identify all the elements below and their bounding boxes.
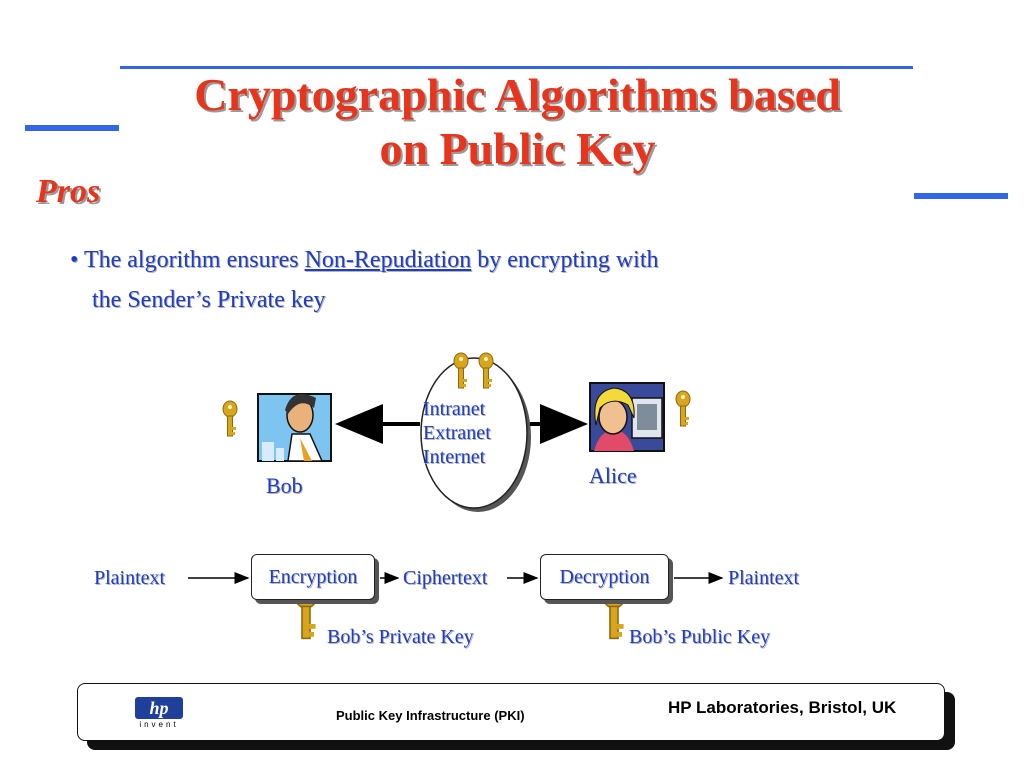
private-key-label: Bob’s Private Key [327, 626, 474, 648]
decryption-box [540, 554, 669, 600]
ciphertext-label: Ciphertext [403, 567, 488, 589]
extranet-label: Extranet [423, 422, 491, 444]
hp-logo-tagline: invent [139, 720, 179, 729]
hp-logo [135, 697, 183, 729]
key-icon [223, 401, 237, 436]
alice-avatar [590, 383, 664, 451]
plaintext-output-label: Plaintext [728, 567, 800, 589]
hp-logo-mark: hp [135, 697, 183, 719]
title-line-1: Cryptographic Algorithms based [194, 69, 841, 120]
bullet-prefix: • The algorithm ensures [70, 247, 305, 273]
bob-avatar [258, 394, 331, 461]
bullet-suffix: by encrypting with [471, 247, 659, 273]
encryption-box [251, 554, 375, 600]
title-line-2: on Public Key [379, 123, 656, 174]
public-key-label: Bob’s Public Key [629, 626, 771, 648]
intranet-label: Intranet [423, 398, 486, 420]
internet-label: Internet [423, 446, 486, 468]
plaintext-input-label: Plaintext [94, 567, 166, 589]
bullet-line-2: the Sender’s Private key [92, 287, 326, 313]
footer-org: HP Laboratories, Bristol, UK [668, 698, 897, 717]
non-repudiation-term: Non-Repudiation [304, 247, 472, 273]
bob-label: Bob [266, 473, 303, 498]
decryption-label: Decryption [559, 565, 650, 588]
alice-label: Alice [589, 463, 637, 488]
footer-title: Public Key Infrastructure (PKI) [336, 708, 525, 723]
key-icon [676, 391, 690, 426]
network-labels [423, 397, 491, 469]
encryption-label: Encryption [268, 565, 358, 588]
pros-heading: Pros [36, 173, 101, 210]
